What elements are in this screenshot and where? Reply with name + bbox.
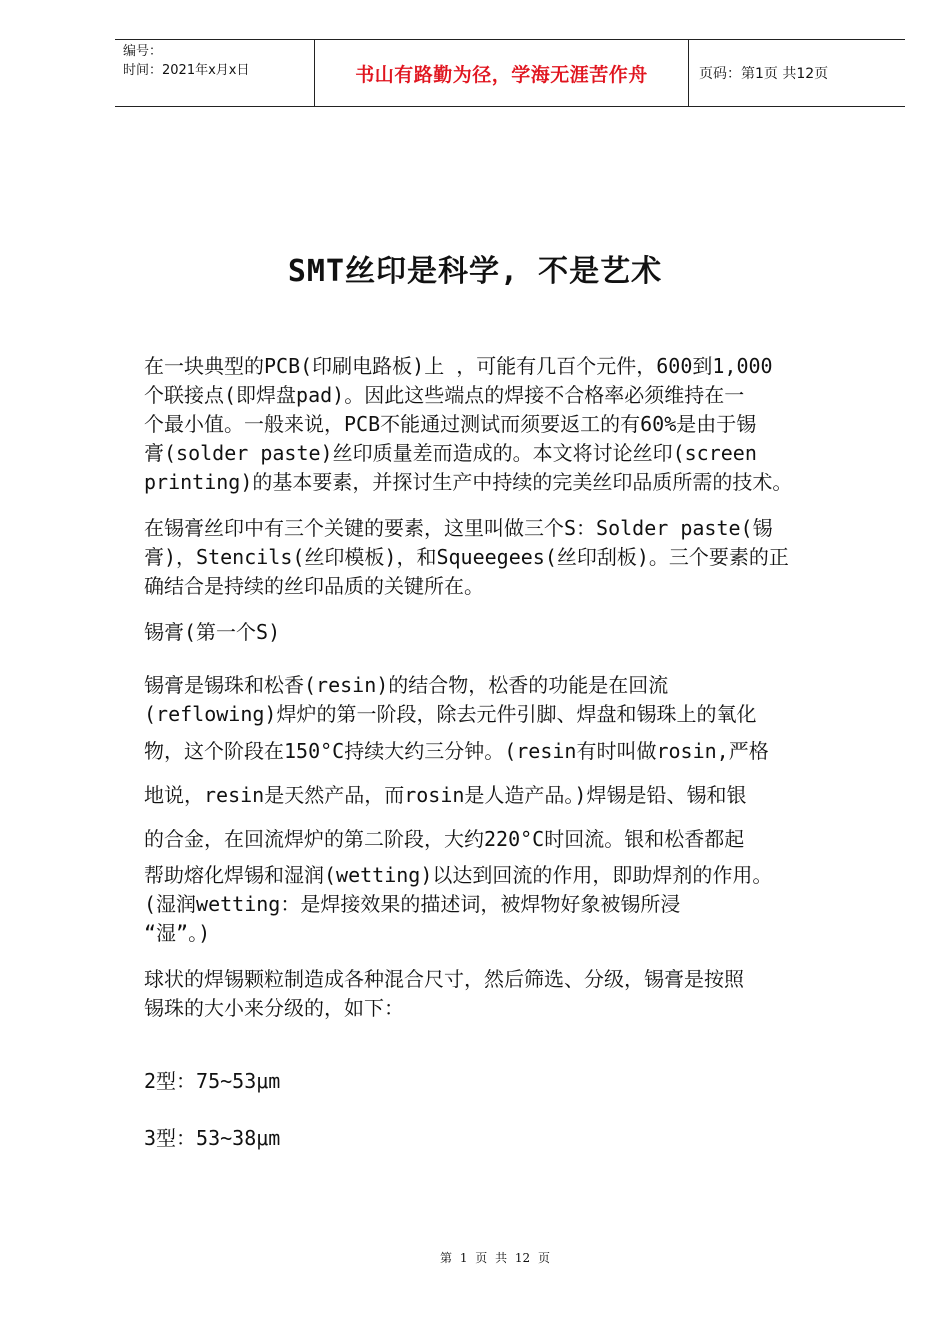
grade-type-3: 3型：53~38μm (144, 1126, 281, 1150)
text-line: 在一块典型的PCB(印刷电路板)上 ，可能有几百个元件，600到1,000 (144, 354, 773, 378)
paragraph-solder-paste (144, 671, 924, 948)
document-title: SMT丝印是科学, 不是艺术 (287, 254, 663, 289)
paragraph-grading (144, 965, 924, 1023)
text-line: 个联接点(即焊盘pad)。因此这些端点的焊接不合格率必须维持在一 (144, 383, 745, 407)
page-footer: 第 1 页 共 12 页 (440, 1251, 550, 1265)
text-line: “湿”。) (144, 921, 211, 945)
header-motto: 书山有路勤为径，学海无涯苦作舟 (315, 40, 689, 106)
page-header (115, 39, 905, 107)
text-line: 个最小值。一般来说，PCB不能通过测试而须要返工的有60%是由于锡 (144, 412, 757, 436)
document-date: 时间：2021年x月x日 (123, 63, 250, 78)
text-line: 的合金，在回流焊炉的第二阶段，大约220°C时回流。银和松香都起 (144, 827, 745, 851)
paragraph-intro (144, 352, 924, 497)
text-line: 锡膏是锡珠和松香(resin)的结合物，松香的功能是在回流 (144, 673, 669, 697)
text-line: 锡珠的大小来分级的，如下： (144, 996, 404, 1020)
text-line: (reflowing)焊炉的第一阶段，除去元件引脚、焊盘和锡珠上的氧化 (144, 702, 757, 726)
document-number-label: 编号： (123, 44, 163, 59)
text-line: 膏(solder paste)丝印质量差而造成的。本文将讨论丝印(screen (144, 441, 757, 465)
document-body (144, 352, 924, 1153)
text-line: 物，这个阶段在150°C持续大约三分钟。(resin有时叫做rosin,严格 (144, 739, 769, 763)
paragraph-three-s (144, 514, 924, 601)
text-line: (湿润wetting：是焊接效果的描述词，被焊物好象被锡所浸 (144, 892, 681, 916)
header-page-info: 页码：第1页 共12页 (699, 66, 829, 82)
text-line: 确结合是持续的丝印品质的关键所在。 (144, 574, 484, 598)
text-line: 地说，resin是天然产品，而rosin是人造产品。)焊锡是铅、锡和银 (144, 783, 747, 807)
grade-type-2: 2型：75~53μm (144, 1069, 281, 1093)
text-line: 帮助熔化焊锡和湿润(wetting)以达到回流的作用，即助焊剂的作用。 (144, 863, 773, 887)
text-line: 膏)，Stencils(丝印模板)，和Squeegees(丝印刮板)。三个要素的正 (144, 545, 789, 569)
section-heading-solder-paste: 锡膏(第一个S) (144, 620, 281, 644)
header-meta (115, 40, 315, 106)
text-line: 在锡膏丝印中有三个关键的要素，这里叫做三个S：Solder paste(锡 (144, 516, 773, 540)
text-line: 球状的焊锡颗粒制造成各种混合尺寸，然后筛选、分级，锡膏是按照 (144, 967, 744, 991)
text-line: printing)的基本要素，并探讨生产中持续的完美丝印品质所需的技术。 (144, 470, 793, 494)
